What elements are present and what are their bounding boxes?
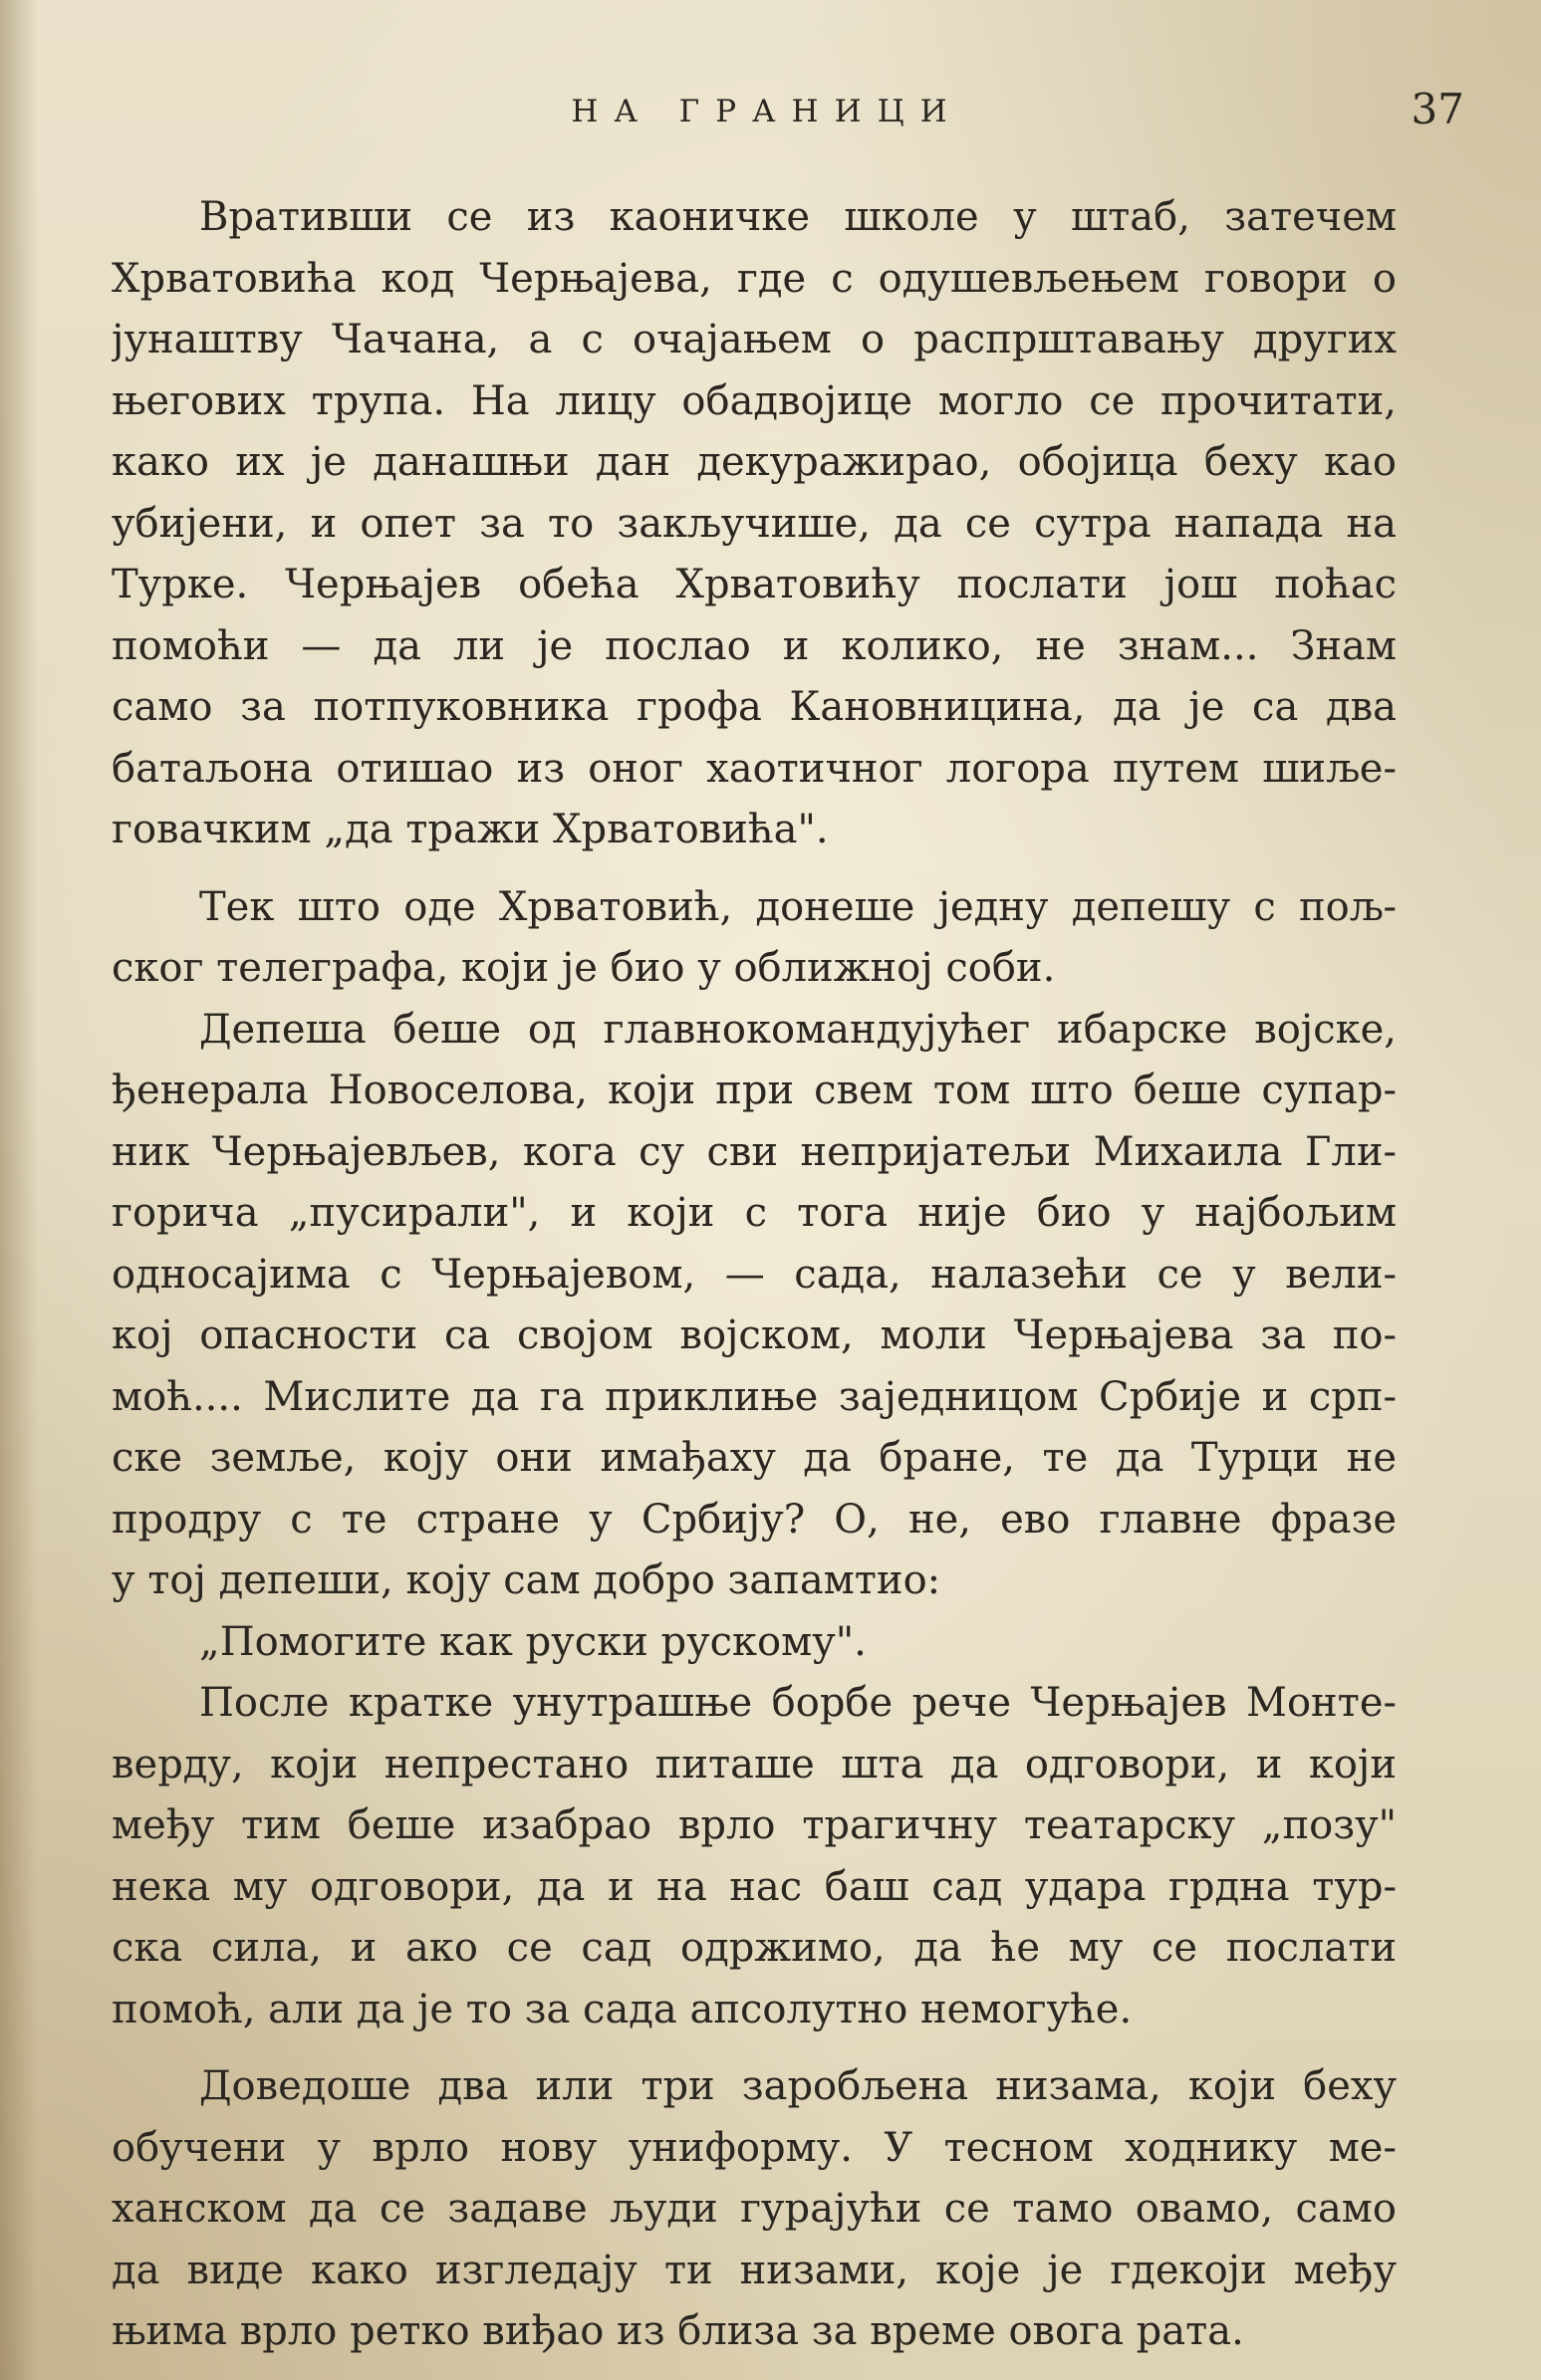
text-line: Доведоше два или три заробљена низама, који беху: [199, 2063, 1397, 2109]
text-line: односајима с Черњајевом, — сада, налазећи се у вели-: [112, 1251, 1397, 1298]
text-line: помоћ, али да је то за сада апсолутно немогуће.: [112, 1986, 1133, 2032]
page-number: 37: [1411, 85, 1464, 133]
text-line: продру с те стране у Србију? О, не, ево главне фразе: [112, 1496, 1397, 1543]
body-text: [112, 187, 1397, 2363]
text-line: батаљона отишао из оног хаотичног логора путем шиље-: [112, 745, 1397, 792]
text-line: После кратке унутрашње борбе рече Черњајев Монте-: [199, 1680, 1397, 1726]
text-line: верду, који непрестано питаше шта да одговори, и који: [112, 1741, 1397, 1787]
quote-line: „Помогите как руски рускому".: [199, 1618, 867, 1665]
text-line: њима врло ретко виђао из близа за време овога рата.: [112, 2308, 1244, 2354]
text-line: јунаштву Чачана, а с очајањем о распрштавању других: [112, 317, 1397, 362]
text-line: у тој депеши, коју сам добро запамтио:: [112, 1557, 941, 1603]
text-line: Тек што оде Хрватовић, донеше једну депешу с пољ-: [199, 883, 1397, 930]
text-line: Депеша беше од главнокомандујућег ибарске војске,: [199, 1006, 1397, 1053]
running-head: [0, 85, 1541, 147]
text-line: убијени, и опет за то закључише, да се сутра напада на: [112, 500, 1397, 547]
text-line: ђенерала Новоселова, који при свем том што беше супар-: [112, 1068, 1397, 1113]
text-line: обучени у врло нову униформу. У тесном ходнику ме-: [112, 2124, 1397, 2171]
text-line: нека му одговори, да и на нас баш сад удара грдна тур-: [112, 1863, 1397, 1910]
text-line: само за потпуковника грофа Кановницина, да је са два: [112, 684, 1397, 730]
text-line: кој опасности са својом војском, моли Черњајева за по-: [112, 1312, 1397, 1358]
text-line: Турке. Черњајев обећа Хрватовићу послати још поћас: [112, 562, 1397, 607]
text-line: међу тим беше изабрао врло трагичну театарску „позу": [112, 1802, 1397, 1848]
text-line: говачким „да тражи Хрватовића".: [112, 807, 829, 852]
text-line: Хрватовића код Черњајева, где с одушевљењем говори о: [112, 255, 1397, 302]
page-edge-shadow: [0, 0, 38, 2380]
text-line: ске земље, коју они имађаху да бране, те да Турци не: [112, 1435, 1397, 1481]
text-line: ског телеграфа, који је био у оближној соби.: [112, 945, 1056, 991]
running-title: НА ГРАНИЦИ: [571, 94, 963, 129]
text-line: како их је данашњи дан декуражирао, обојица беху као: [112, 439, 1397, 485]
text-line: ханском да се задаве људи гурајући се тамо овамо, само: [112, 2186, 1397, 2232]
text-line: ска сила, и ако се сад одржимо, да ће му се послати: [112, 1925, 1397, 1971]
text-line: да виде како изгледају ти низами, које је гдекоји међу: [112, 2247, 1397, 2293]
text-line: његових трупа. На лицу обадвојице могло се прочитати,: [112, 377, 1397, 424]
text-line: помоћи — да ли је послао и колико, не знам... Знам: [112, 622, 1397, 669]
text-line: горича „пусирали", и који с тога није био у најбољим: [112, 1190, 1397, 1236]
text-line: моћ.... Мислите да га приклиње заједницом Србије и срп-: [112, 1373, 1397, 1420]
text-line: Вративши се из каоничке школе у штаб, затечем: [199, 194, 1397, 240]
text-line: ник Черњајевљев, кога су сви непријатељи Михаила Гли-: [112, 1128, 1397, 1175]
